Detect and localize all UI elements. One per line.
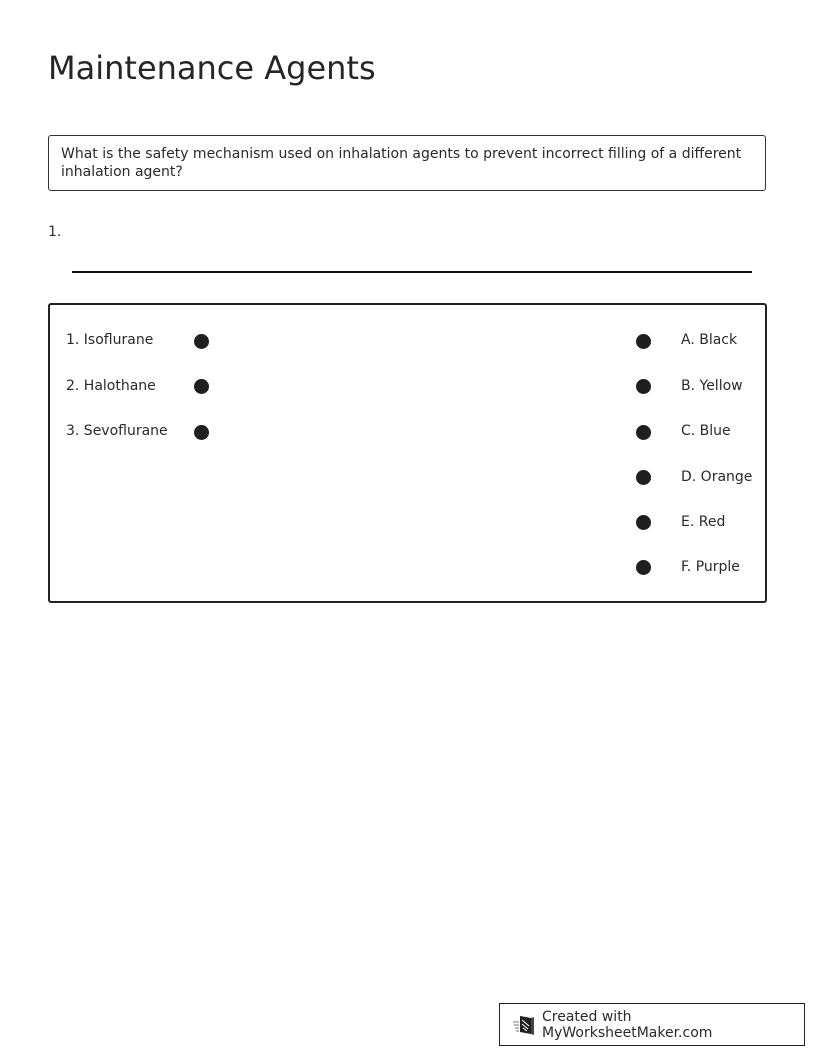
left-match-dot-1[interactable] xyxy=(194,334,209,349)
left-match-dot-3[interactable] xyxy=(194,425,209,440)
right-item-red: E. Red xyxy=(681,514,726,530)
question-text: What is the safety mechanism used on inhalation agents to prevent incorrect filling of a different inhalation agent? xyxy=(61,146,742,180)
left-item-halothane: 2. Halothane xyxy=(66,378,156,394)
right-match-dot-c[interactable] xyxy=(636,425,651,440)
right-match-dot-a[interactable] xyxy=(636,334,651,349)
right-item-blue: C. Blue xyxy=(681,423,731,439)
question-box xyxy=(48,135,766,191)
page-title: Maintenance Agents xyxy=(48,49,376,87)
left-match-dot-2[interactable] xyxy=(194,379,209,394)
right-match-dot-e[interactable] xyxy=(636,515,651,530)
answer-line[interactable] xyxy=(72,271,752,273)
answer-number: 1. xyxy=(48,224,62,240)
footer-text: Created with MyWorksheetMaker.com xyxy=(542,1008,713,1041)
right-match-dot-b[interactable] xyxy=(636,379,651,394)
right-item-orange: D. Orange xyxy=(681,469,753,485)
matching-box xyxy=(48,303,767,603)
right-item-yellow: B. Yellow xyxy=(681,378,743,394)
left-item-sevoflurane: 3. Sevoflurane xyxy=(66,423,168,439)
right-item-purple: F. Purple xyxy=(681,559,740,575)
right-item-black: A. Black xyxy=(681,332,738,348)
worksheet-logo-icon xyxy=(512,1014,536,1036)
right-match-dot-f[interactable] xyxy=(636,560,651,575)
left-item-isoflurane: 1. Isoflurane xyxy=(66,332,154,348)
right-match-dot-d[interactable] xyxy=(636,470,651,485)
footer-credit[interactable] xyxy=(499,1003,805,1046)
